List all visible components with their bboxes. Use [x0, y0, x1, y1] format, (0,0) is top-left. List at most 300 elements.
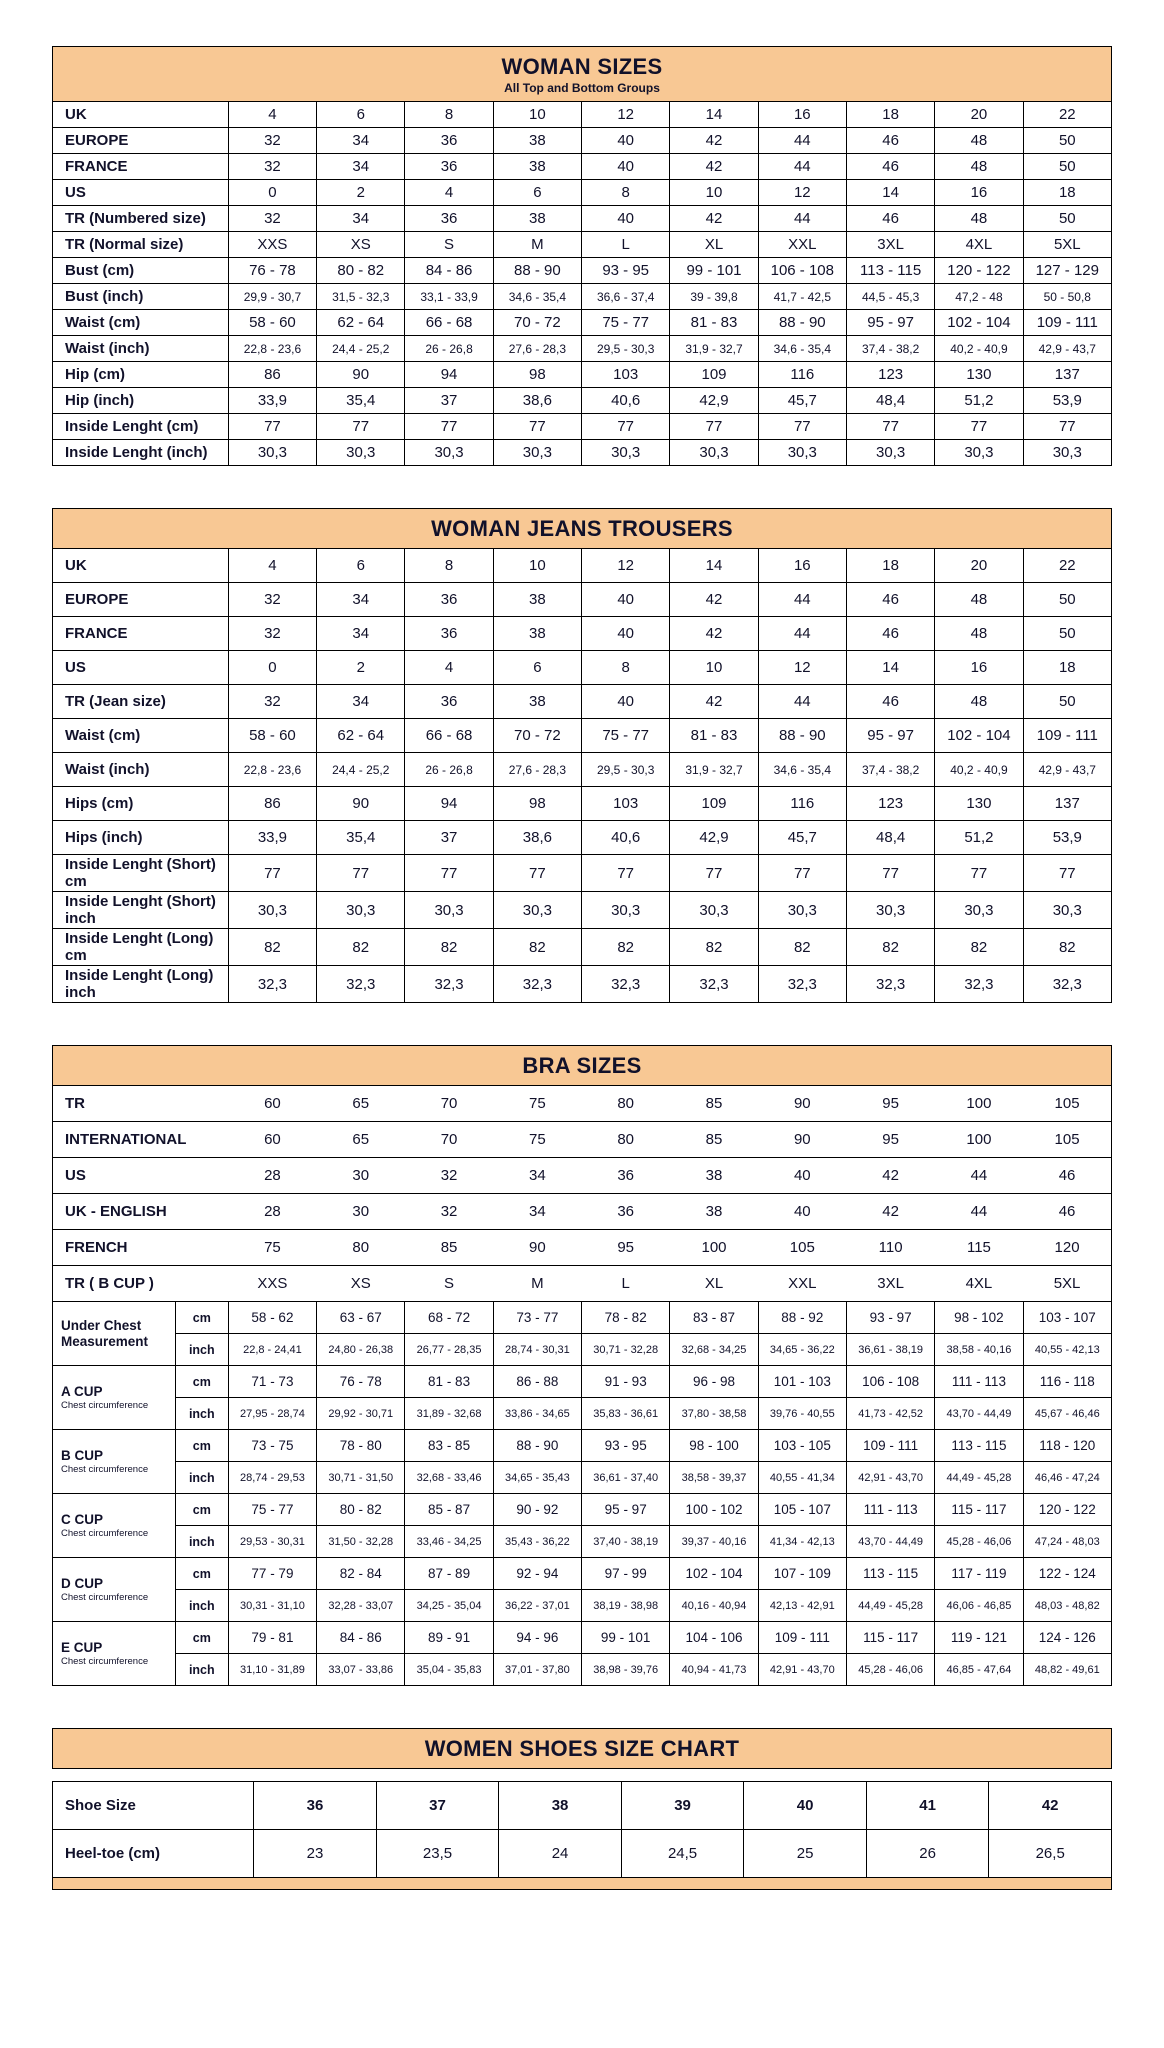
cell: XS — [317, 1266, 405, 1302]
cell: 48,82 - 49,61 — [1023, 1654, 1111, 1686]
cell: 66 - 68 — [405, 719, 493, 753]
cell: 4 — [228, 549, 316, 583]
cup-sublabel: Chest circumference — [61, 1464, 149, 1476]
cell: 33,46 - 34,25 — [405, 1526, 493, 1558]
cell: 6 — [493, 180, 581, 206]
cell: 12 — [758, 180, 846, 206]
cell: 34,65 - 36,22 — [758, 1334, 846, 1366]
cell: 44 — [758, 617, 846, 651]
table-row — [53, 1122, 1112, 1158]
cell: 75 - 77 — [582, 310, 670, 336]
cell: 32,3 — [582, 966, 670, 1003]
row-label: Waist (cm) — [53, 310, 229, 336]
cell: 32,3 — [670, 966, 758, 1003]
cell: 26,5 — [989, 1830, 1112, 1878]
cell: 32 — [228, 617, 316, 651]
cell: 50 — [1023, 685, 1111, 719]
cell: 46 — [1023, 1158, 1111, 1194]
cell: 116 - 118 — [1023, 1366, 1111, 1398]
cell: 118 - 120 — [1023, 1430, 1111, 1462]
cell: 50 — [1023, 154, 1111, 180]
table-row — [53, 336, 1112, 362]
cell: 31,89 - 32,68 — [405, 1398, 493, 1430]
cell: 101 - 103 — [758, 1366, 846, 1398]
table-row — [53, 128, 1112, 154]
cup-name: C CUP — [61, 1511, 104, 1527]
cell: 34 — [317, 206, 405, 232]
row-label: Bust (cm) — [53, 258, 229, 284]
cell: 24,5 — [621, 1830, 744, 1878]
unit-label: inch — [175, 1462, 228, 1494]
cell: 5XL — [1023, 232, 1111, 258]
row-label: US — [53, 1158, 229, 1194]
cell: 30 — [317, 1194, 405, 1230]
cell: 31,50 - 32,28 — [317, 1526, 405, 1558]
cell: 124 - 126 — [1023, 1622, 1111, 1654]
cell: 32 — [405, 1194, 493, 1230]
cell: 33,07 - 33,86 — [317, 1654, 405, 1686]
row-label: Waist (inch) — [53, 753, 229, 787]
cell: 77 — [317, 414, 405, 440]
cell: 42 — [846, 1194, 934, 1230]
table-row — [53, 787, 1112, 821]
cell: 40,94 - 41,73 — [670, 1654, 758, 1686]
cell: 86 - 88 — [493, 1366, 581, 1398]
cell: 27,6 - 28,3 — [493, 753, 581, 787]
shoes-footer-strip — [52, 1877, 1112, 1890]
cell: 29,92 - 30,71 — [317, 1398, 405, 1430]
cell: 35,83 - 36,61 — [582, 1398, 670, 1430]
cell: 77 — [317, 855, 405, 892]
row-label: Inside Lenght (Short) inch — [53, 892, 229, 929]
cell: 32,68 - 33,46 — [405, 1462, 493, 1494]
table-row — [53, 892, 1112, 929]
cell: 82 — [1023, 929, 1111, 966]
row-label: TR (Numbered size) — [53, 206, 229, 232]
table-row — [53, 258, 1112, 284]
cell: 43,70 - 44,49 — [935, 1398, 1023, 1430]
cell: 95 — [846, 1122, 934, 1158]
table-row — [53, 1462, 1112, 1494]
row-label: EUROPE — [53, 583, 229, 617]
cell: 100 - 102 — [670, 1494, 758, 1526]
cell: 82 — [582, 929, 670, 966]
cell: 102 - 104 — [670, 1558, 758, 1590]
cell: 95 - 97 — [846, 310, 934, 336]
cell: L — [582, 1266, 670, 1302]
cell: 34,25 - 35,04 — [405, 1590, 493, 1622]
cell: 53,9 — [1023, 388, 1111, 414]
cell: 60 — [228, 1086, 316, 1122]
cell: 34,6 - 35,4 — [758, 753, 846, 787]
cell: 36 — [405, 206, 493, 232]
table-row — [53, 1558, 1112, 1590]
cell: 24,80 - 26,38 — [317, 1334, 405, 1366]
cell: 77 — [405, 855, 493, 892]
bra-sizes-header — [52, 1045, 1112, 1086]
cell: 41 — [866, 1782, 989, 1830]
cell: 137 — [1023, 362, 1111, 388]
cell: 36 — [405, 583, 493, 617]
cell: 30,3 — [493, 440, 581, 466]
cell: 88 - 92 — [758, 1302, 846, 1334]
cell: 80 - 82 — [317, 258, 405, 284]
cell: XXL — [758, 1266, 846, 1302]
cell: XL — [670, 1266, 758, 1302]
cell: 34 — [317, 154, 405, 180]
cell: 29,5 - 30,3 — [582, 753, 670, 787]
table-row — [53, 1230, 1112, 1266]
cell: 42 — [670, 206, 758, 232]
shoes-table — [52, 1781, 1112, 1878]
cell: 22,8 - 23,6 — [228, 753, 316, 787]
cell: 10 — [670, 651, 758, 685]
cell: 71 - 73 — [228, 1366, 316, 1398]
cup-label — [53, 1494, 176, 1558]
cell: 4 — [405, 180, 493, 206]
row-label: EUROPE — [53, 128, 229, 154]
cell: 46 — [1023, 1194, 1111, 1230]
cell: 58 - 60 — [228, 719, 316, 753]
cell: 24 — [499, 1830, 622, 1878]
woman-sizes-section — [52, 46, 1112, 466]
cell: 18 — [846, 549, 934, 583]
cell: 36 — [582, 1158, 670, 1194]
cell: 34 — [317, 685, 405, 719]
cell: 120 - 122 — [1023, 1494, 1111, 1526]
cell: 31,10 - 31,89 — [228, 1654, 316, 1686]
cell: 105 — [758, 1230, 846, 1266]
cell: 30,3 — [317, 440, 405, 466]
cell: 40 — [582, 617, 670, 651]
cell: 44 — [758, 206, 846, 232]
cell: 95 - 97 — [582, 1494, 670, 1526]
cell: 62 - 64 — [317, 719, 405, 753]
cell: 77 — [582, 414, 670, 440]
cup-name: E CUP — [61, 1639, 103, 1655]
cell: 37 — [405, 821, 493, 855]
cell: 29,9 - 30,7 — [228, 284, 316, 310]
cell: 42 — [670, 583, 758, 617]
cell: 29,53 - 30,31 — [228, 1526, 316, 1558]
cell: 14 — [670, 102, 758, 128]
cell: XXL — [758, 232, 846, 258]
cell: 48 — [935, 128, 1023, 154]
cell: 111 - 113 — [846, 1494, 934, 1526]
cell: 30,3 — [228, 440, 316, 466]
cell: 45,7 — [758, 388, 846, 414]
cell: 27,95 - 28,74 — [228, 1398, 316, 1430]
cell: 36,61 - 37,40 — [582, 1462, 670, 1494]
cell: 97 - 99 — [582, 1558, 670, 1590]
cup-label — [53, 1430, 176, 1494]
cell: 44 — [935, 1194, 1023, 1230]
cell: 41,34 - 42,13 — [758, 1526, 846, 1558]
cell: 42,13 - 42,91 — [758, 1590, 846, 1622]
cell: 33,9 — [228, 821, 316, 855]
table-row — [53, 310, 1112, 336]
cell: 37 — [405, 388, 493, 414]
row-label: Hips (inch) — [53, 821, 229, 855]
cell: 6 — [493, 651, 581, 685]
cell: 63 - 67 — [317, 1302, 405, 1334]
cell: 32,68 - 34,25 — [670, 1334, 758, 1366]
unit-label: cm — [175, 1366, 228, 1398]
cell: 4XL — [935, 1266, 1023, 1302]
cell: 42,9 — [670, 821, 758, 855]
cell: 77 — [493, 414, 581, 440]
cell: 36,6 - 37,4 — [582, 284, 670, 310]
table-row — [53, 232, 1112, 258]
row-label: TR ( B CUP ) — [53, 1266, 229, 1302]
cup-sublabel: Chest circumference — [61, 1528, 149, 1540]
cell: 34,65 - 35,43 — [493, 1462, 581, 1494]
cell: 37,01 - 37,80 — [493, 1654, 581, 1686]
cell: 82 — [493, 929, 581, 966]
cell: 35,43 - 36,22 — [493, 1526, 581, 1558]
cell: 130 — [935, 362, 1023, 388]
cup-sublabel: Chest circumference — [61, 1592, 149, 1604]
row-label: INTERNATIONAL — [53, 1122, 229, 1158]
cell: 22,8 - 24,41 — [228, 1334, 316, 1366]
cell: 40,55 - 41,34 — [758, 1462, 846, 1494]
cell: 30,3 — [670, 440, 758, 466]
cell: 100 — [935, 1122, 1023, 1158]
cell: 46,85 - 47,64 — [935, 1654, 1023, 1686]
cell: 73 - 77 — [493, 1302, 581, 1334]
unit-label: inch — [175, 1334, 228, 1366]
cell: 38 — [493, 128, 581, 154]
row-label: Hip (cm) — [53, 362, 229, 388]
row-label: UK — [53, 102, 229, 128]
cell: 42 — [989, 1782, 1112, 1830]
cell: 123 — [846, 787, 934, 821]
cell: 92 - 94 — [493, 1558, 581, 1590]
woman-jeans-section — [52, 508, 1112, 1003]
table-row — [53, 929, 1112, 966]
cell: 58 - 60 — [228, 310, 316, 336]
cell: 32 — [228, 583, 316, 617]
table-row — [53, 753, 1112, 787]
cell: 30,3 — [935, 440, 1023, 466]
cell: 38 — [499, 1782, 622, 1830]
cell: 38 — [493, 617, 581, 651]
unit-label: inch — [175, 1526, 228, 1558]
cell: 70 - 72 — [493, 310, 581, 336]
cell: 38 — [670, 1194, 758, 1230]
cell: 50 — [1023, 128, 1111, 154]
cell: 44 — [935, 1158, 1023, 1194]
row-label: US — [53, 651, 229, 685]
cell: 40 — [582, 685, 670, 719]
cell: 84 - 86 — [317, 1622, 405, 1654]
cell: 32,3 — [758, 966, 846, 1003]
cell: 16 — [758, 549, 846, 583]
cell: 98 - 100 — [670, 1430, 758, 1462]
cell: 109 - 111 — [1023, 310, 1111, 336]
cell: 82 — [670, 929, 758, 966]
cell: 8 — [405, 102, 493, 128]
cell: 48 — [935, 685, 1023, 719]
cell: 30,3 — [1023, 892, 1111, 929]
cell: 40 — [744, 1782, 867, 1830]
cell: 104 - 106 — [670, 1622, 758, 1654]
cell: 38,19 - 38,98 — [582, 1590, 670, 1622]
cell: 24,4 - 25,2 — [317, 753, 405, 787]
cell: 32,28 - 33,07 — [317, 1590, 405, 1622]
cell: 82 — [405, 929, 493, 966]
cell: 103 — [582, 787, 670, 821]
cell: 32 — [228, 128, 316, 154]
row-label: Hip (inch) — [53, 388, 229, 414]
cell: 23 — [254, 1830, 377, 1878]
cell: 33,86 - 34,65 — [493, 1398, 581, 1430]
cell: 77 — [935, 414, 1023, 440]
cell: 93 - 97 — [846, 1302, 934, 1334]
cell: 119 - 121 — [935, 1622, 1023, 1654]
cell: 75 — [493, 1086, 581, 1122]
row-label: Heel-toe (cm) — [53, 1830, 254, 1878]
cell: 123 — [846, 362, 934, 388]
cell: 48,4 — [846, 388, 934, 414]
cup-label — [53, 1302, 176, 1366]
cell: 37,4 - 38,2 — [846, 336, 934, 362]
cell: 30,3 — [228, 892, 316, 929]
cell: 37,4 - 38,2 — [846, 753, 934, 787]
cell: 77 — [493, 855, 581, 892]
cell: 103 - 105 — [758, 1430, 846, 1462]
cell: 25 — [744, 1830, 867, 1878]
cell: 95 — [582, 1230, 670, 1266]
cell: 39 — [621, 1782, 744, 1830]
cell: 113 - 115 — [935, 1430, 1023, 1462]
cell: 42,91 - 43,70 — [846, 1462, 934, 1494]
woman-jeans-table — [52, 548, 1112, 1003]
cell: 103 — [582, 362, 670, 388]
table-row — [53, 1086, 1112, 1122]
cell: 81 - 83 — [405, 1366, 493, 1398]
cell: 30,3 — [758, 440, 846, 466]
cell: 75 - 77 — [228, 1494, 316, 1526]
cell: 115 — [935, 1230, 1023, 1266]
woman-sizes-header — [52, 46, 1112, 102]
cell: 48 — [935, 617, 1023, 651]
cell: 82 — [317, 929, 405, 966]
cell: 77 — [670, 855, 758, 892]
cell: 39,37 - 40,16 — [670, 1526, 758, 1558]
table-row — [53, 1830, 1112, 1878]
cell: 46 — [846, 206, 934, 232]
cell: 30,31 - 31,10 — [228, 1590, 316, 1622]
cell: 43,70 - 44,49 — [846, 1526, 934, 1558]
cell: 90 — [317, 787, 405, 821]
cell: 6 — [317, 549, 405, 583]
cell: 137 — [1023, 787, 1111, 821]
cell: 34 — [317, 128, 405, 154]
cell: 77 — [758, 855, 846, 892]
cell: 47,2 - 48 — [935, 284, 1023, 310]
cell: 32 — [228, 154, 316, 180]
cell: 16 — [935, 180, 1023, 206]
table-row — [53, 1782, 1112, 1830]
cup-sublabel: Chest circumference — [61, 1656, 149, 1668]
cell: 70 — [405, 1122, 493, 1158]
cell: 42,9 - 43,7 — [1023, 336, 1111, 362]
row-label: TR — [53, 1086, 229, 1122]
cell: 30,3 — [1023, 440, 1111, 466]
cell: 106 - 108 — [758, 258, 846, 284]
unit-label: cm — [175, 1302, 228, 1334]
cell: 120 - 122 — [935, 258, 1023, 284]
row-label: Waist (inch) — [53, 336, 229, 362]
cell: 32,3 — [405, 966, 493, 1003]
cell: 109 - 111 — [846, 1430, 934, 1462]
cell: 77 — [670, 414, 758, 440]
cell: 2 — [317, 651, 405, 685]
cell: 30,3 — [405, 440, 493, 466]
cell: 99 - 101 — [670, 258, 758, 284]
cell: 85 - 87 — [405, 1494, 493, 1526]
cell: 16 — [758, 102, 846, 128]
cell: 82 — [228, 929, 316, 966]
cell: 82 - 84 — [317, 1558, 405, 1590]
cell: 45,28 - 46,06 — [846, 1654, 934, 1686]
unit-label: inch — [175, 1590, 228, 1622]
cell: 38,58 - 40,16 — [935, 1334, 1023, 1366]
cell: 42,9 — [670, 388, 758, 414]
cell: 50 — [1023, 583, 1111, 617]
bra-cup-table — [52, 1301, 1112, 1686]
cell: 80 — [582, 1086, 670, 1122]
table-row — [53, 284, 1112, 310]
cell: 77 — [582, 855, 670, 892]
cell: 38,98 - 39,76 — [582, 1654, 670, 1686]
bra-sizes-section — [52, 1045, 1112, 1686]
cell: 39,76 - 40,55 — [758, 1398, 846, 1430]
cell: 3XL — [846, 1266, 934, 1302]
cell: 75 — [493, 1122, 581, 1158]
woman-sizes-table — [52, 101, 1112, 466]
table-row — [53, 966, 1112, 1003]
cell: 120 — [1023, 1230, 1111, 1266]
cell: 88 - 90 — [493, 258, 581, 284]
cell: 29,5 - 30,3 — [582, 336, 670, 362]
cell: 40,2 - 40,9 — [935, 753, 1023, 787]
table-row — [53, 685, 1112, 719]
cell: 32 — [228, 206, 316, 232]
cell: 109 — [670, 787, 758, 821]
cell: 34,6 - 35,4 — [493, 284, 581, 310]
row-label: FRENCH — [53, 1230, 229, 1266]
row-label: US — [53, 180, 229, 206]
unit-label: inch — [175, 1654, 228, 1686]
cell: 77 — [405, 414, 493, 440]
row-label: Inside Lenght (Long) inch — [53, 966, 229, 1003]
cell: 130 — [935, 787, 1023, 821]
cell: 22,8 - 23,6 — [228, 336, 316, 362]
cell: 26 — [866, 1830, 989, 1878]
cell: 35,4 — [317, 821, 405, 855]
table-row — [53, 1158, 1112, 1194]
cell: 80 - 82 — [317, 1494, 405, 1526]
table-row — [53, 1302, 1112, 1334]
cell: 28,74 - 29,53 — [228, 1462, 316, 1494]
cell: 46,06 - 46,85 — [935, 1590, 1023, 1622]
cell: 36,22 - 37,01 — [493, 1590, 581, 1622]
cell: 18 — [1023, 651, 1111, 685]
table-row — [53, 855, 1112, 892]
cell: 62 - 64 — [317, 310, 405, 336]
